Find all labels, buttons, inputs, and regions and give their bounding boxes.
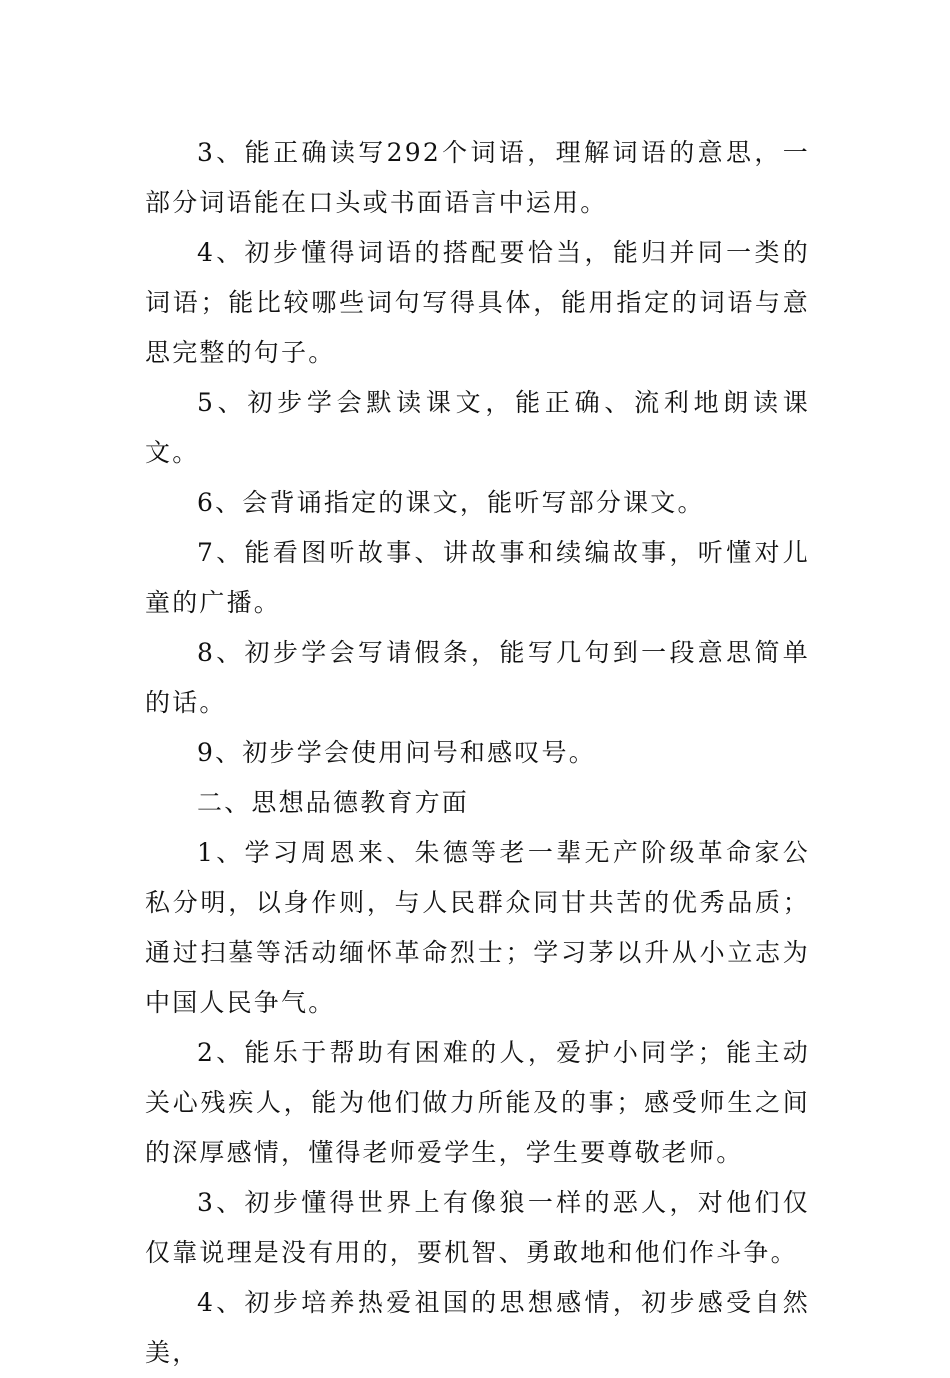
paragraph-goal-9: 9、初步学会使用问号和感叹号。 (197, 738, 596, 767)
paragraph-goal-4: 4、初步懂得词语的搭配要恰当，能归并同一类的词语；能比较哪些词句写得具体，能用指定的词语与意思完整的句子。 (145, 238, 810, 367)
paragraph-goal-5: 5、初步学会默读课文，能正确、流利地朗读课文。 (145, 388, 810, 467)
section-heading-moral-education: 二、思想品德教育方面 (197, 788, 470, 817)
paragraph-moral-1: 1、学习周恩来、朱德等老一辈无产阶级革命家公私分明，以身作则，与人民群众同甘共苦的优秀品质；通过扫墓等活动缅怀革命烈士；学习茅以升从小立志为中国人民争气。 (145, 838, 810, 1017)
paragraph-goal-6: 6、会背诵指定的课文，能听写部分课文。 (197, 488, 705, 517)
paragraph-moral-3: 3、初步懂得世界上有像狼一样的恶人，对他们仅仅靠说理是没有用的，要机智、勇敢地和他们作斗争。 (145, 1188, 810, 1267)
paragraph-moral-2: 2、能乐于帮助有困难的人，爱护小同学；能主动关心残疾人，能为他们做力所能及的事；感受师生之间的深厚感情，懂得老师爱学生，学生要尊敬老师。 (145, 1038, 810, 1167)
paragraph-goal-8: 8、初步学会写请假条，能写几句到一段意思简单的话。 (145, 638, 810, 717)
paragraph-moral-4: 4、初步培养热爱祖国的思想感情，初步感受自然美， (145, 1288, 810, 1367)
paragraph-goal-7: 7、能看图听故事、讲故事和续编故事，听懂对儿童的广播。 (145, 538, 810, 617)
document-body (145, 128, 810, 1378)
paragraph-goal-3: 3、能正确读写292个词语，理解词语的意思，一部分词语能在口头或书面语言中运用。 (145, 138, 810, 217)
